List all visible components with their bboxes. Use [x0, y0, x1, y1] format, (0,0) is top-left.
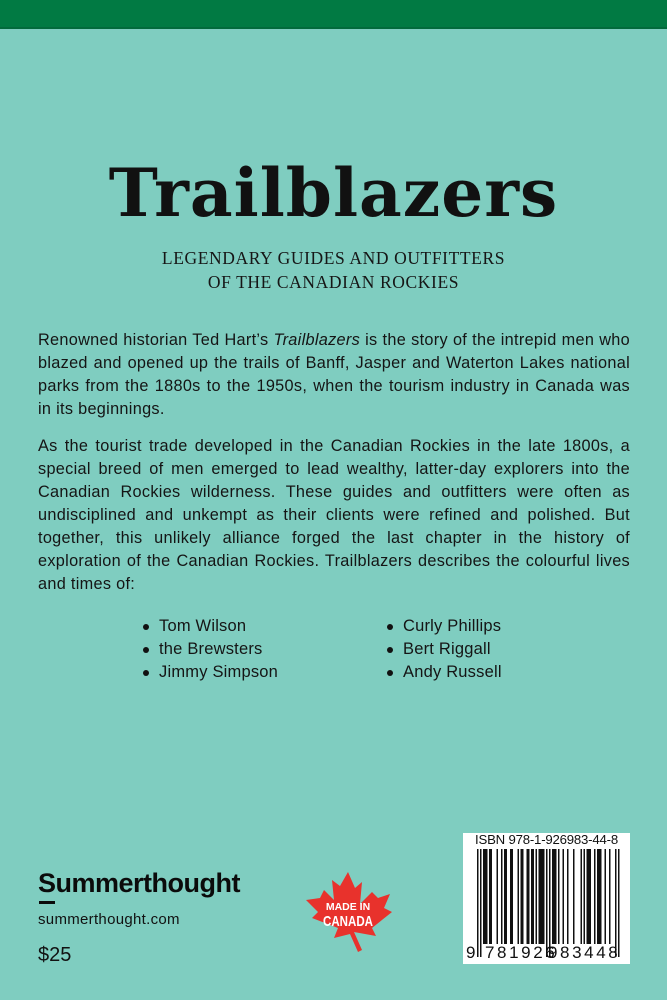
publisher-url[interactable]: summerthought.com	[38, 911, 180, 928]
barcode-bar	[542, 849, 544, 944]
guide-name: Andy Russell	[403, 663, 502, 681]
barcode-bar	[477, 849, 479, 957]
bullet-icon	[143, 670, 149, 676]
barcode-bar	[558, 849, 560, 944]
list-item	[140, 661, 278, 684]
p1-text-start: Renowned historian Ted Hart’s	[38, 331, 274, 349]
publisher-name: Summerthought	[38, 868, 240, 898]
subtitle-line-2: OF THE CANADIAN ROCKIES	[207, 272, 460, 292]
barcode-bar	[615, 849, 617, 957]
badge-line-2: CANADA	[323, 913, 374, 930]
description-paragraph-2	[38, 435, 630, 596]
barcode-bar	[573, 849, 575, 944]
barcode-bar	[536, 849, 538, 944]
barcode-bar	[522, 849, 524, 944]
barcode-bar	[555, 849, 557, 944]
barcode-bar	[527, 849, 529, 944]
barcode-bar	[531, 849, 533, 944]
barcode-bar	[618, 849, 620, 957]
barcode-bar	[486, 849, 488, 944]
barcode-bar	[546, 849, 548, 957]
barcode-bar	[512, 849, 514, 944]
barcode-bar	[609, 849, 611, 944]
barcode-first-digit: 9	[466, 943, 476, 962]
barcode-bar	[485, 849, 487, 944]
p1-title-italic: Trailblazers	[273, 331, 361, 349]
bullet-icon	[143, 647, 149, 653]
bullet-icon	[387, 624, 393, 630]
barcode-bar	[581, 849, 583, 944]
book-title: Trailblazers	[108, 154, 559, 232]
barcode-bar	[510, 849, 512, 944]
list-item	[384, 638, 502, 661]
barcode-bar	[567, 849, 569, 944]
book-subtitle	[0, 246, 667, 294]
barcode-left-digits: 781926	[485, 943, 558, 962]
p1-text-end: is the story of the intrepid men who blazed and opened up the trails of Banff, Jasper and Waterton Lakes national parks from the 1880s to the 1950s, when the tourism industry in Canada was in its beginnings.	[38, 331, 630, 418]
price: $25	[38, 944, 72, 966]
guide-name: Curly Phillips	[403, 617, 502, 635]
barcode-right-digits: 983448	[548, 943, 621, 962]
bullet-icon	[387, 670, 393, 676]
barcode-bar	[594, 849, 596, 944]
guide-name: Jimmy Simpson	[159, 663, 279, 681]
barcode-bar	[587, 849, 589, 944]
barcode-bar	[543, 849, 545, 944]
guides-list-right	[384, 615, 502, 684]
guides-list-left	[140, 615, 278, 684]
barcode-bar	[584, 849, 586, 944]
barcode-bar	[600, 849, 602, 944]
barcode-bar	[549, 849, 551, 957]
badge-line-1: MADE IN	[325, 901, 371, 913]
isbn-label: ISBN 978-1-926983-44-8	[475, 832, 618, 847]
barcode-bar	[588, 849, 590, 944]
barcode-bar	[539, 849, 541, 944]
guide-name: Tom Wilson	[159, 617, 247, 635]
barcode-bar	[518, 849, 520, 944]
barcode-bar	[528, 849, 530, 944]
barcode-bar	[480, 849, 482, 957]
barcode-bar	[597, 849, 599, 944]
made-in-canada-badge	[302, 870, 394, 958]
barcode-bar	[540, 849, 542, 944]
barcode-bar	[605, 849, 607, 944]
publisher-logo	[38, 868, 240, 899]
barcode-bar	[590, 849, 592, 944]
barcode-bar	[491, 849, 493, 944]
isbn-barcode	[463, 833, 630, 964]
barcode-bar	[489, 849, 491, 944]
list-item	[140, 638, 278, 661]
p2-text: As the tourist trade developed in the Canadian Rockies in the late 1800s, a special breed of men emerged to lead wealthy, latter-day explorers into the Canadian Rockies wilderness. These guides and outfitters were often as undisciplined and unkempt as their clients were refined and polished. But together, this unlikely alliance forged the last chapter in the history of exploration of the Canadian Rockies. Trailblazers describes the colourful lives and times of:	[38, 437, 630, 593]
list-item	[140, 615, 278, 638]
barcode-bar	[563, 849, 565, 944]
barcode-bar	[497, 849, 499, 944]
subtitle-line-1: LEGENDARY GUIDES AND OUTFITTERS	[161, 248, 506, 268]
barcode-bar	[599, 849, 601, 944]
logo-underline	[39, 901, 55, 904]
top-color-band	[0, 0, 667, 29]
barcode-bar	[501, 849, 503, 944]
bullet-icon	[143, 624, 149, 630]
barcode-bar	[552, 849, 554, 944]
guide-name: Bert Riggall	[403, 640, 491, 658]
barcode-bar	[504, 849, 506, 944]
barcode-bar	[483, 849, 485, 944]
description-paragraph-1	[38, 329, 630, 421]
bullet-icon	[387, 647, 393, 653]
barcode-bar	[533, 849, 535, 944]
guide-name: the Brewsters	[159, 640, 263, 658]
barcode-bar	[554, 849, 556, 944]
barcode-bar	[521, 849, 523, 944]
list-item	[384, 615, 502, 638]
list-item	[384, 661, 502, 684]
barcode-bar	[506, 849, 508, 944]
